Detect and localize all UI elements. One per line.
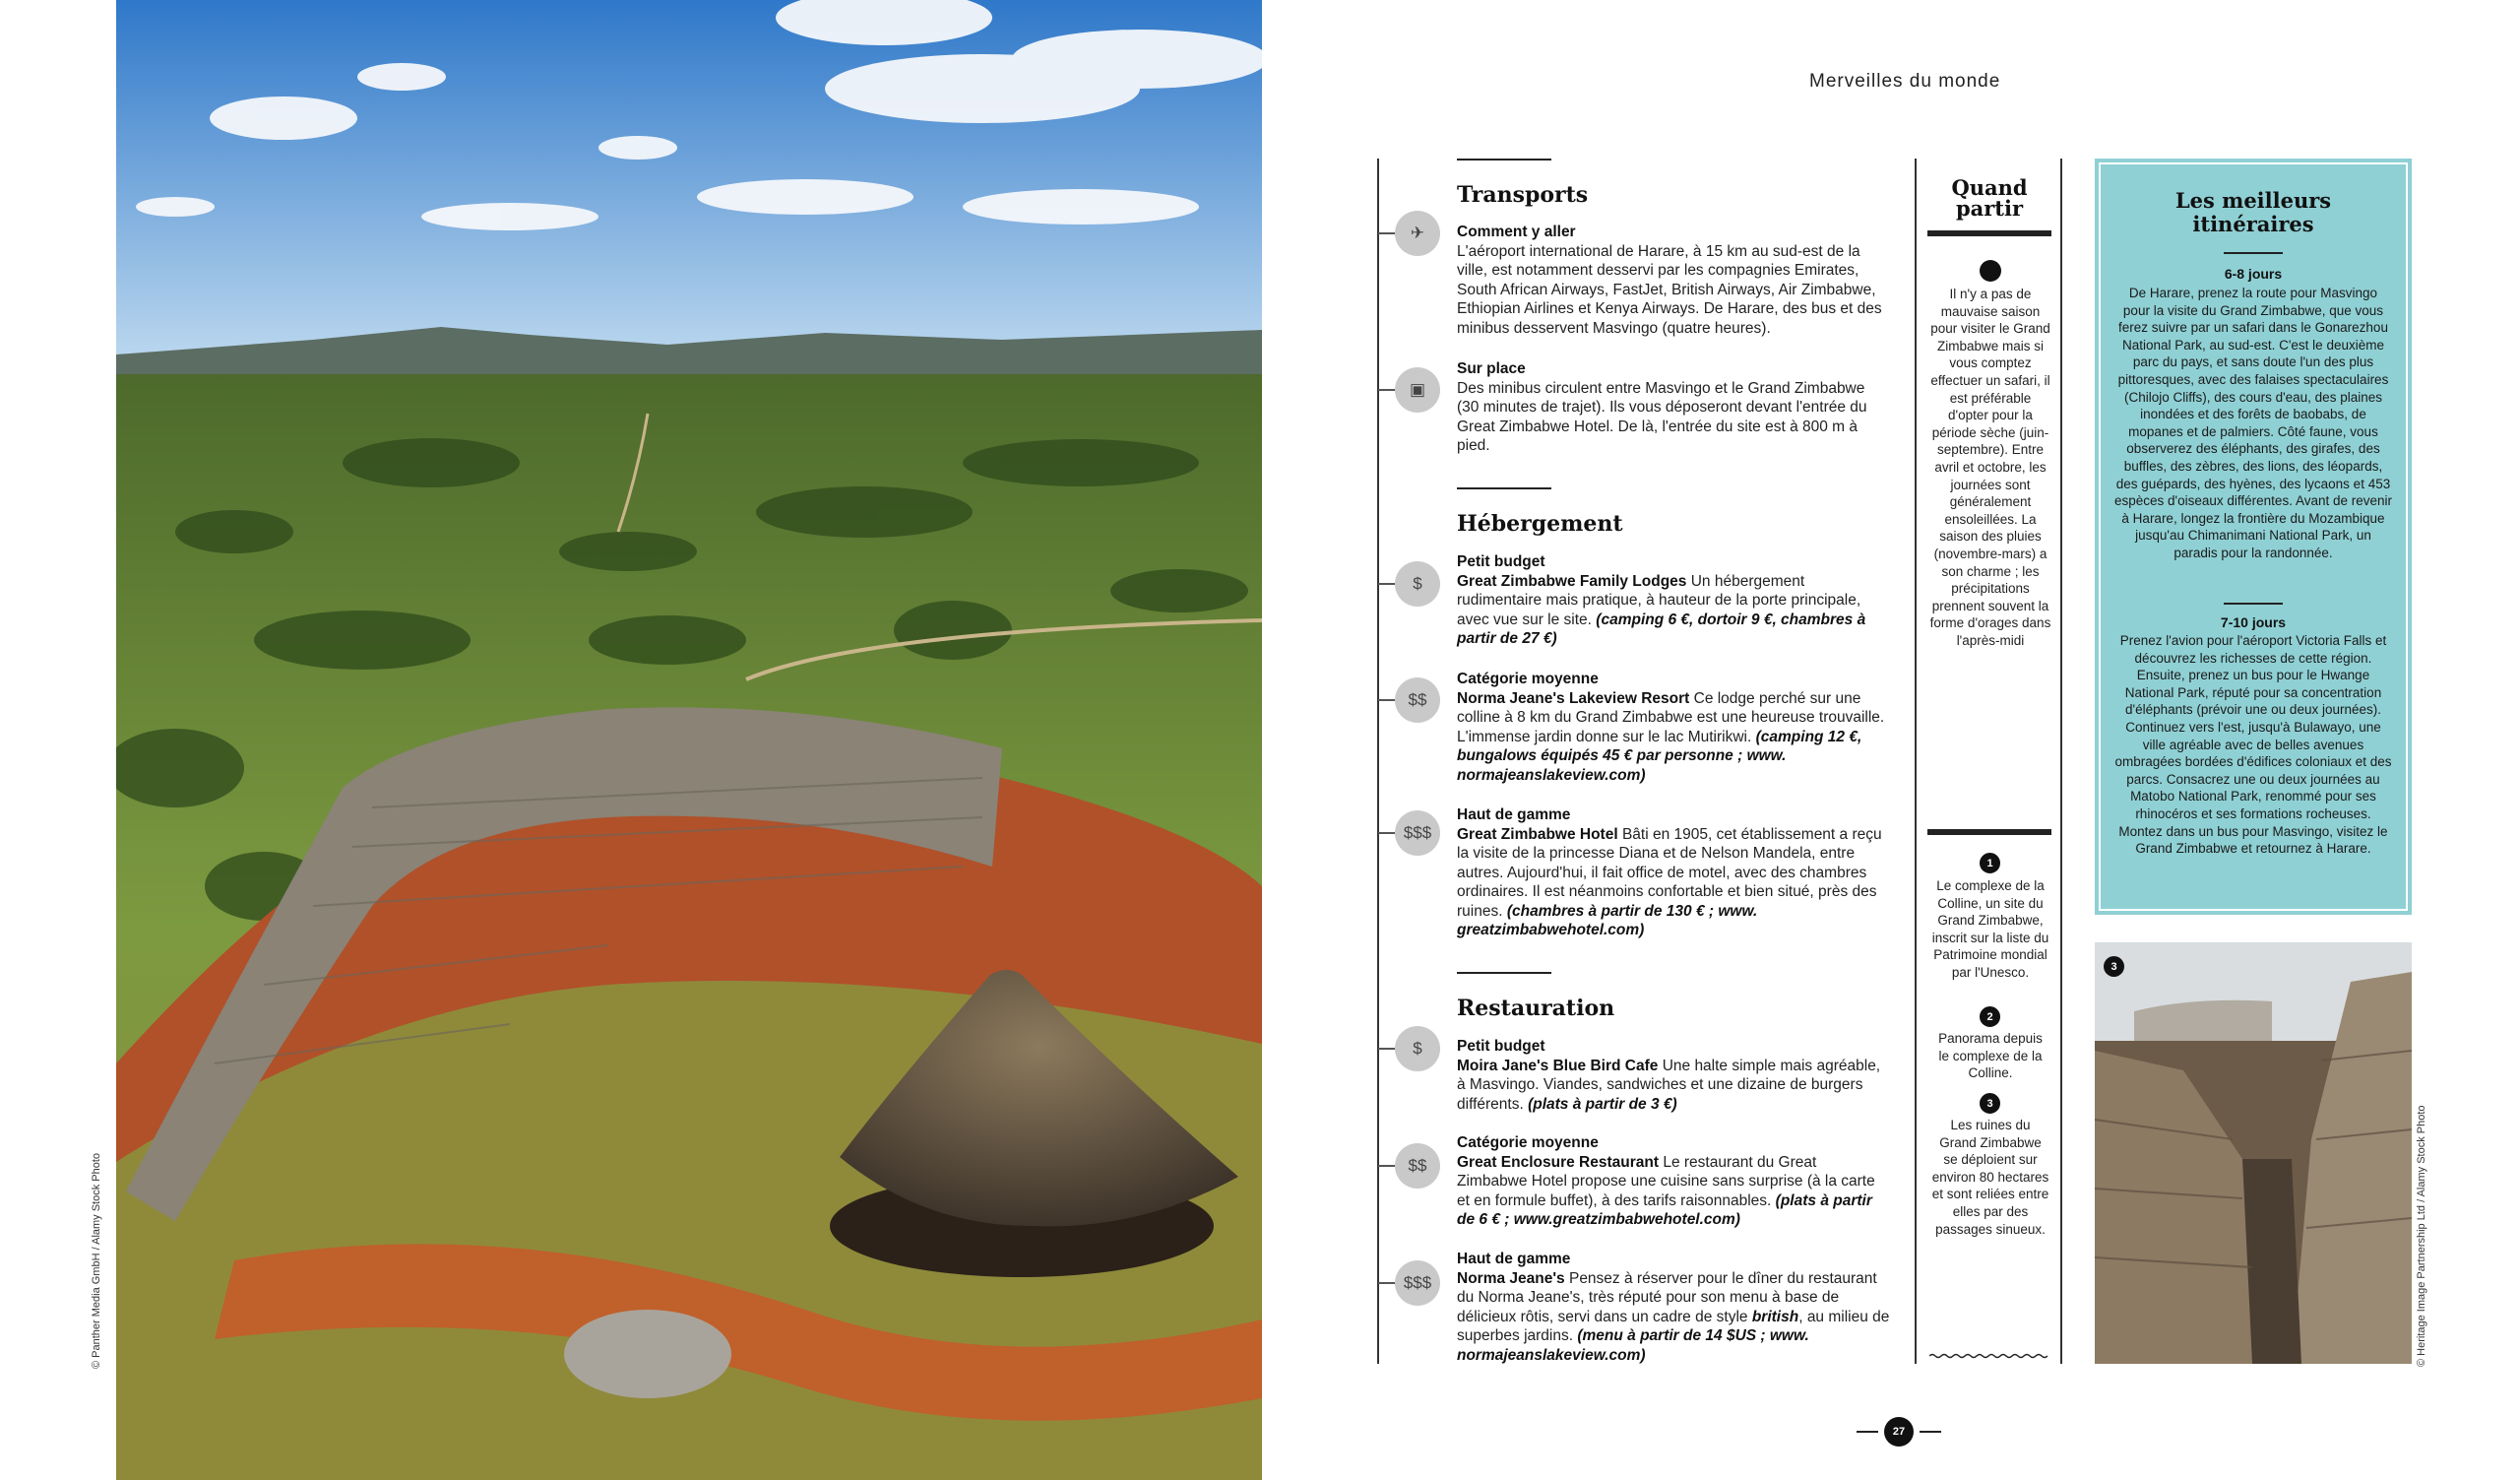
caption-number: 2 (1980, 1006, 2000, 1027)
landscape-photo (116, 0, 1262, 1480)
heb-moyenne-entry (1457, 670, 1890, 785)
rest-moyenne-entry (1457, 1133, 1890, 1230)
entry-price: (plats à partir de 3 €) (1528, 1095, 1677, 1113)
itinerary-text: De Harare, prenez la route pour Masvingo pour la visite du Grand Zimbabwe, que vous ferez suivre par un safari dans le Gonarezhou National Park, au sud-est. C'est le deuxième parc du pays, et sans doute l'un des plus pittoresques, avec des falaises spectaculaires (Chilojo Cliffs), des cours d'eau, des plaines inondées et des forêts de baobabs, de mopanes et de palmiers. Côté faune, vous observerez des éléphants, des girafes, des buffles, des zèbres, des lions, des léopards, des guépards, des hyènes, des lycaons et 453 espèces d'oiseaux différentes. Avant de revenir à Harare, longez la frontière du Mozambique jusqu'au Chimanimani National Park, un paradis pour la randonnée. (2114, 286, 2393, 560)
hebergement-title: Hébergement (1457, 511, 1623, 537)
itineraries-title (2095, 189, 2412, 236)
price-icon: $$$ (1395, 1260, 1440, 1306)
entry-text: , au milieu de superbes jardins. (1457, 1308, 1890, 1344)
bus-icon: ▣ (1395, 367, 1440, 413)
entry-text: Bâti en 1905, cet établissement a reçu la visite de la princesse Diana et de Nelson Mandela, entre autres. Aujourd'hui, il fait office de motel, avec des chambres ordinaires. Il est néanmoins confortable et bien situé, près des ruines. (1457, 825, 1882, 920)
rest-haut-entry (1457, 1250, 1890, 1365)
ruins-photo (2095, 942, 2412, 1364)
itinerary-heading: 6-8 jours (2224, 266, 2283, 282)
price-icon: $$$ (1395, 810, 1440, 856)
entry-text: Une halte simple mais agréable, à Masvingo. Viandes, sandwiches et une dizaine de burgers différents. (1457, 1057, 1881, 1113)
entry-label: Haut de gamme (1457, 1251, 1571, 1267)
hebergement-section (1457, 487, 1890, 552)
venue-name: Norma Jeane's (1457, 1269, 1565, 1287)
column-rule (1377, 159, 1379, 1364)
entry-price: (plats à partir de 6 € ; www.greatzimbabwehotel.com) (1457, 1191, 1872, 1228)
entry-label: Petit budget (1457, 1038, 1545, 1055)
restauration-title: Restauration (1457, 996, 1615, 1021)
section-header: Merveilles du monde (1809, 71, 2001, 92)
venue-name: Great Zimbabwe Family Lodges (1457, 572, 1687, 590)
venue-name: Moira Jane's Blue Bird Cafe (1457, 1057, 1659, 1074)
transport-comment-entry (1457, 223, 1890, 338)
caption-text: Panorama depuis le complexe de la Colline. (1938, 1031, 2043, 1081)
rest-petit-entry (1457, 1037, 1890, 1114)
entry-label: Catégorie moyenne (1457, 671, 1599, 687)
photo-number-badge: 3 (2104, 956, 2124, 977)
entry-text: Ce lodge perché sur une colline à 8 km du Grand Zimbabwe est une heureuse trouvaille. L'immense jardin donne sur le lac Mutirikwi. (1457, 689, 1885, 745)
entry-price: (camping 12 €, bungalows équipés 45 € par personne ; www. normajeanslakeview.com) (1457, 728, 1862, 784)
itin-rule (2224, 252, 2283, 254)
entry-text: Des minibus circulent entre Masvingo et le Grand Zimbabwe (30 minutes de trajet). Ils vous déposeront devant l'entrée du Great Zimbabwe Hotel. De là, l'entrée du site est à 800 m à pied. (1457, 379, 1867, 454)
plane-icon: ✈ (1395, 211, 1440, 256)
photo-credit-left: © Panther Media GmbH / Alamy Stock Photo (91, 1152, 102, 1369)
entry-text: Un hébergement rudimentaire mais pratique, à hauteur de la porte principale, avec vue sur le site. (1457, 572, 1861, 628)
venue-name: Norma Jeane's Lakeview Resort (1457, 689, 1690, 707)
caption-number: 3 (1980, 1093, 2000, 1114)
entry-label: Catégorie moyenne (1457, 1134, 1599, 1151)
entry-price: (menu à partir de 14 $US ; www. normajeanslakeview.com) (1457, 1327, 1809, 1364)
page-number-line (1920, 1431, 1941, 1433)
entry-price: (camping 6 €, dortoir 9 €, chambres à partir de 27 €) (1457, 611, 1866, 647)
price-icon: $ (1395, 1026, 1440, 1071)
price-icon: $$ (1395, 677, 1440, 723)
transport-surplace-entry (1457, 359, 1890, 456)
itinerary-text: Prenez l'avion pour l'aéroport Victoria Falls et découvrez les richesses de cette région. Ensuite, prenez un bus pour le Hwange National Park, réputé pour sa concentration d'éléphants (prévoir une ou deux journées). Continuez vers l'est, jusqu'à Bulawayo, une ville agréable avec de belles avenues ombragées bordées d'édifices coloniaux et des parcs. Consacrez une ou deux journées au Matobo National Park, renommé pour ses rhinocéros et ses formations rocheuses. Montez dans un bus pour Masvingo, visitez le Grand Zimbabwe et retournez à Harare. (2114, 633, 2392, 857)
heb-haut-entry (1457, 805, 1890, 940)
entry-label: Sur place (1457, 360, 1526, 377)
venue-name: Great Zimbabwe Hotel (1457, 825, 1618, 843)
caption-text: Le complexe de la Colline, un site du Grand Zimbabwe, inscrit sur la liste du Patrimoine mondial par l'Unesco. (1931, 878, 2049, 980)
entry-label: Haut de gamme (1457, 806, 1571, 823)
itineraries-title-line: itinéraires (2192, 212, 2314, 236)
heb-petit-entry (1457, 552, 1890, 649)
itinerary-heading: 7-10 jours (2220, 614, 2287, 630)
transports-section (1457, 159, 1890, 224)
caption-text: Les ruines du Grand Zimbabwe se déploient sur environ 80 hectares et sont reliées entre elles par des passages sinueux. (1931, 1118, 2049, 1237)
itin-rule (2224, 603, 2283, 605)
entry-text: L'aéroport international de Harare, à 15 km au sud-est de la ville, est notamment desservi par les compagnies Emirates, South African Airways, FastJet, British Airways, Air Zimbabwe, Ethiopian Airlines et Kenya Airways. De Harare, des bus et des minibus desservent Masvingo (quatre heures). (1457, 242, 1882, 337)
column-rule (2060, 159, 2062, 1364)
entry-label: Petit budget (1457, 553, 1545, 570)
caption-number: 1 (1980, 853, 2000, 873)
when-title-line: partir (1955, 196, 2024, 221)
entry-price: (chambres à partir de 130 € ; www. greatzimbabwehotel.com) (1457, 902, 1758, 938)
bullet-icon (1980, 260, 2001, 282)
when-title-line: Quand (1951, 175, 2028, 200)
photo-credit-right: © Heritage Image Partnership Ltd / Alamy Stock Photo (2416, 1105, 2427, 1367)
column-rule (1915, 159, 1917, 1364)
restauration-section (1457, 972, 1890, 1037)
venue-name: Great Enclosure Restaurant (1457, 1153, 1660, 1171)
page-number: 27 (1884, 1417, 1914, 1447)
price-icon: $ (1395, 561, 1440, 607)
entry-label: Comment y aller (1457, 224, 1576, 240)
price-icon: $$ (1395, 1143, 1440, 1189)
captions-rule (1927, 829, 2051, 835)
page-number-line (1857, 1431, 1878, 1433)
when-text: Il n'y a pas de mauvaise saison pour visiter le Grand Zimbabwe mais si vous comptez effectuer un safari, il est préférable d'opter pour la période sèche (juin-septembre). Entre avril et octobre, les journées sont généralement ensoleillées. La saison des pluies (novembre-mars) a son charme ; les précipitations prennent souvent la forme d'orages dans l'après-midi (1929, 287, 2051, 648)
entry-text: Le restaurant du Great Zimbabwe Hotel propose une cuisine sans surprise (à la carte et en formule buffet), à des tarifs raisonnables. (1457, 1153, 1875, 1209)
when-rule (1927, 230, 2051, 236)
itineraries-title-line: Les meilleurs (2174, 188, 2332, 213)
entry-text: Pensez à réserver pour le dîner du restaurant du Norma Jeane's, très réputé pour son menu à base de délicieux rôtis, servi dans un cadre de style (1457, 1269, 1877, 1325)
entry-price: british (1751, 1308, 1799, 1325)
when-title (1935, 177, 2044, 219)
wavy-divider (1929, 1353, 2049, 1359)
transports-title: Transports (1457, 182, 1589, 208)
